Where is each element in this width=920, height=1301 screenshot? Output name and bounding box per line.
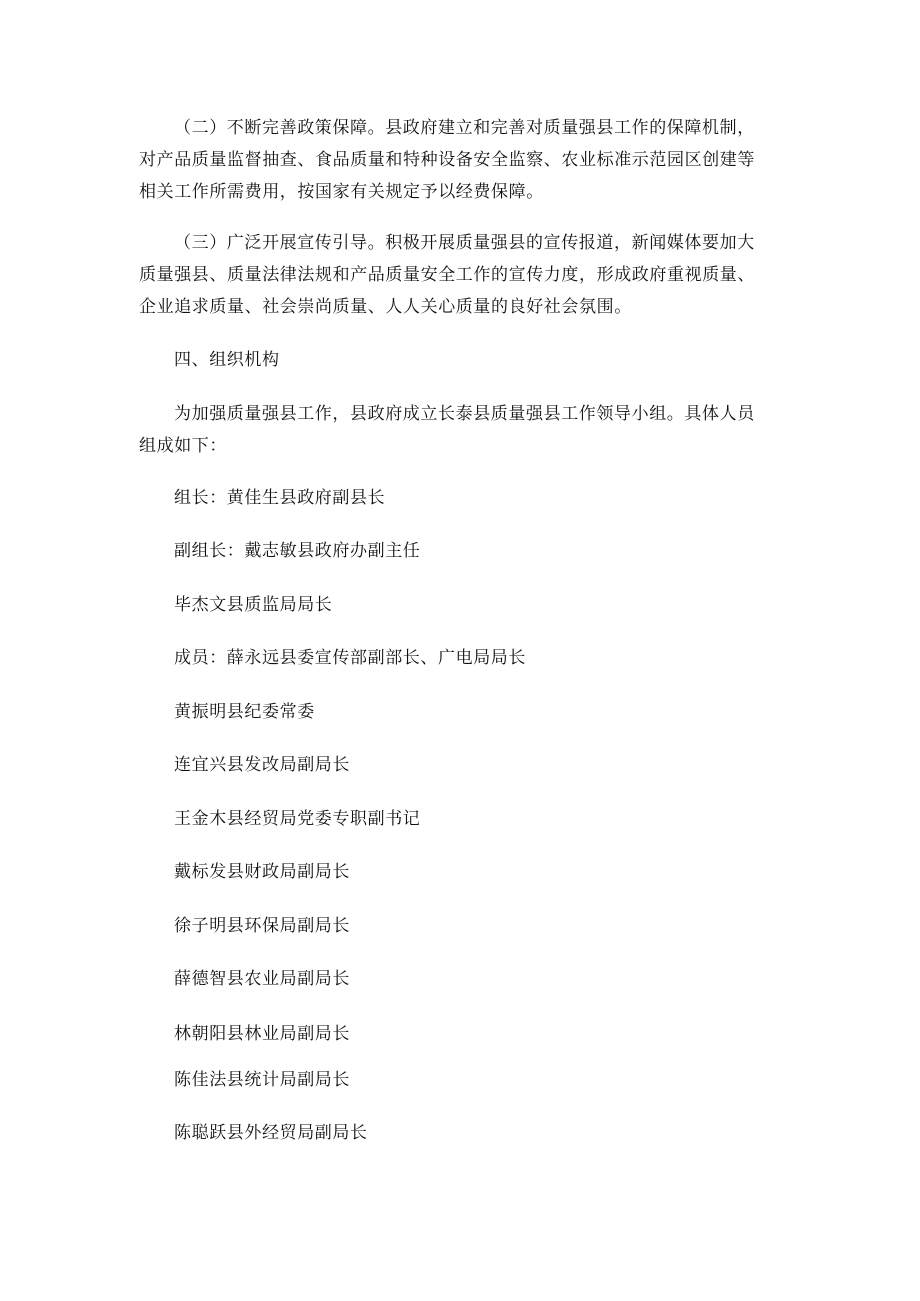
member-line: 王金木县经贸局党委专职副书记 [174, 809, 421, 829]
member-line: 毕杰文县质监局局长 [174, 595, 333, 615]
section-heading-organization [139, 344, 799, 376]
paragraph-line: 相关工作所需费用，按国家有关规定予以经费保障。 [139, 182, 544, 202]
member-line: 戴标发县财政局副局长 [174, 862, 350, 882]
member-line: 陈聪跃县外经贸局副局长 [174, 1123, 368, 1143]
paragraph-line: 质量强县、质量法律法规和产品质量安全工作的宣传力度，形成政府重视质量、 [139, 265, 755, 285]
member-line: 副组长：戴志敏县政府办副主任 [174, 541, 421, 561]
member-line: 黄振明县纪委常委 [174, 702, 315, 722]
member-line: 薛德智县农业局副局长 [174, 969, 350, 989]
paragraph-publicity [139, 227, 799, 323]
member-line: 陈佳法县统计局副局长 [174, 1070, 350, 1090]
paragraph-line: 为加强质量强县工作，县政府成立长泰县质量强县工作领导小组。具体人员 [174, 404, 755, 424]
section-heading: 四、组织机构 [174, 350, 280, 370]
member-line: 林朝阳县林业局副局长 [174, 1024, 350, 1044]
paragraph-line: 组成如下： [139, 436, 227, 456]
paragraph-organization-intro [139, 398, 799, 462]
paragraph-policy-guarantee [139, 112, 799, 208]
member-line: 徐子明县环保局副局长 [174, 916, 350, 936]
paragraph-line: 企业追求质量、社会崇尚质量、人人关心质量的良好社会氛围。 [139, 297, 632, 317]
member-line: 组长：黄佳生县政府副县长 [174, 488, 386, 508]
member-line: 连宜兴县发改局副局长 [174, 755, 350, 775]
member-line: 成员：薛永远县委宣传部副部长、广电局局长 [174, 648, 526, 668]
paragraph-line: （二）不断完善政策保障。县政府建立和完善对质量强县工作的保障机制， [174, 118, 755, 138]
paragraph-line: （三）广泛开展宣传引导。积极开展质量强县的宣传报道，新闻媒体要加大 [174, 233, 755, 253]
paragraph-line: 对产品质量监督抽查、食品质量和特种设备安全监察、农业标准示范园区创建等 [139, 150, 755, 170]
